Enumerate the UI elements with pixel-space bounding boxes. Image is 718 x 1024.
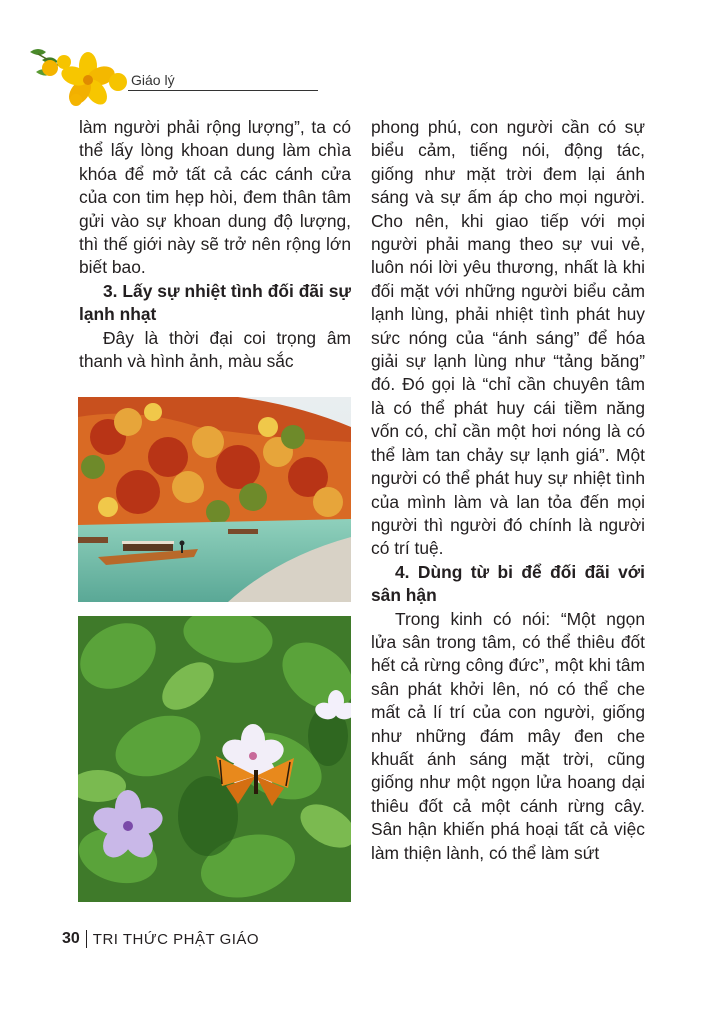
flower-decoration-icon (28, 44, 138, 114)
butterfly-flower-photo (78, 616, 351, 902)
page-footer (62, 930, 259, 948)
publication-title: TRI THỨC PHẬT GIÁO (92, 930, 260, 948)
body-paragraph: làm người phải rộng lượng”, ta có thể lấy lòng khoan dung làm chìa khóa để mở tất cả các cánh cửa của con tim hẹp hòi, đem thân tâm gửi vào sự khoan dung độ lượng, thì thế giới này sẽ trở nên rộng lớn biết bao. (79, 117, 351, 278)
header-divider (128, 90, 318, 91)
page-header (28, 44, 298, 114)
river-autumn-photo (78, 397, 351, 602)
right-column (371, 116, 645, 865)
river-autumn-image (78, 397, 351, 602)
section-heading-3: 3. Lấy sự nhiệt tình đối đãi sự lạnh nhạt (79, 280, 351, 325)
left-column (79, 116, 351, 373)
body-paragraph: Đây là thời đại coi trọng âm thanh và hình ảnh, màu sắc (79, 327, 351, 372)
body-paragraph: Trong kinh có nói: “Một ngọn lửa sân trong tâm, có thể thiêu đốt hết cả rừng công đức”, một khi tâm sân phát khởi lên, nó có thể che mất cả lí trí của con người, giống như những đám mây đen che khuất ánh sáng mặt trời, cũng giống như một ngọn lửa hoang dại thiêu đốt cả một cánh rừng cây. Sân hận khiến phá hoại tất cả việc làm thiện lành, có thể làm sứt (371, 608, 645, 863)
butterfly-on-flower-image (78, 616, 351, 902)
section-label: Giáo lý (131, 72, 175, 88)
body-paragraph: phong phú, con người cần có sự biểu cảm, tiếng nói, động tác, giống như mặt trời đem lại ánh sáng và sự ấm áp cho mọi người. Cho nên, khi giao tiếp với mọi người phải mang theo sự vui vẻ, luôn nói lời yêu thương, nhất là khi đối mặt với những người biểu cảm lạnh lùng, phải nhiệt tình phát huy sức nóng của “ánh sáng” để hóa giải sự lạnh lùng như “tảng băng” đó. Đó gọi là “chỉ cần chuyên tâm là có thể phát huy cái tiềm năng vốn có, chỉ cần một hơi nóng là có thể làm tan chảy sự lạnh giá”. Một người có thể phát huy sự nhiệt tình của mình làm và lan tỏa đến mọi người thì người đó chính là người có trí tuệ. (371, 117, 645, 559)
section-heading-4: 4. Dùng từ bi để đối đãi với sân hận (371, 561, 645, 606)
page-number: 30 (62, 930, 80, 947)
footer-divider (86, 930, 87, 948)
